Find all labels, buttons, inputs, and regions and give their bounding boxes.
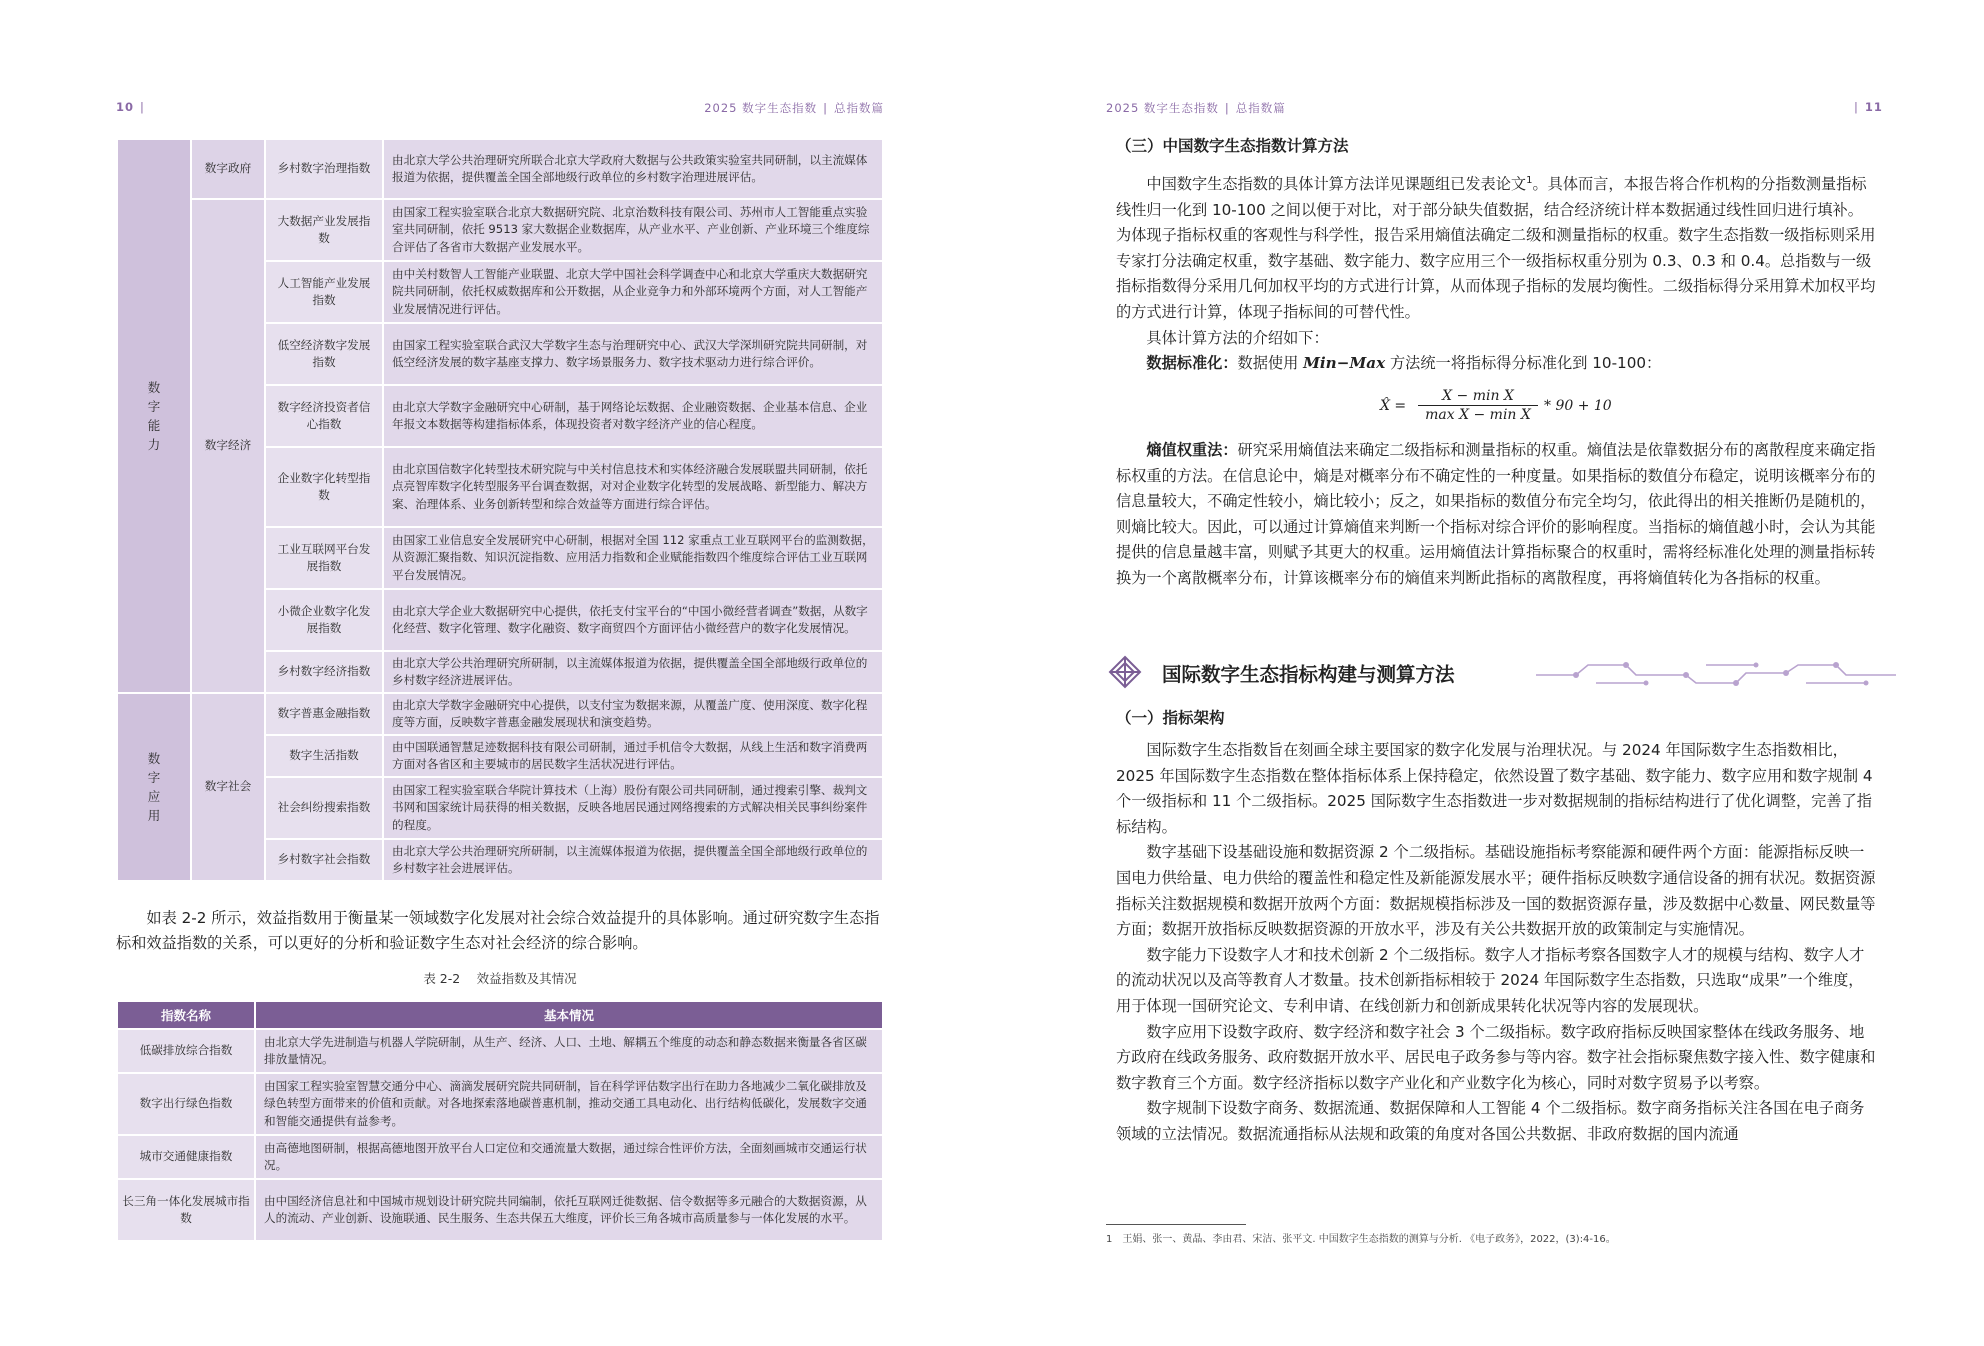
left-page-number: 10 | [116, 100, 145, 114]
index-desc: 由北京大学公共治理研究所研制，以主流媒体报道为依据，提供覆盖全国全部地级行政单位的乡村数字经济进展评估。 [383, 651, 883, 693]
right-page-number: | 11 [1854, 100, 1883, 114]
index-desc: 由国家工程实验室联合华院计算技术（上海）股份有限公司共同研制，通过搜索引擎、裁判文书网和国家统计局获得的相关数据，反映各地居民通过网络搜索的方式解决相关民事纠纷案件的程度。 [383, 777, 883, 839]
table-caption: 表 2-2 效益指数及其情况 [423, 971, 577, 986]
index-desc: 由中国经济信息社和中国城市规划设计研究院共同编制，依托互联网迁徙数据、信令数据等多元融合的大数据资源，从人的流动、产业创新、设施联通、民生服务、生态共保五大维度，评价长三角各城市高质量参与一体化发展的水平。 [255, 1179, 883, 1241]
level2-cell: 数字政府 [191, 139, 265, 199]
right-running-head: 2025 数字生态指数 | 总指数篇 [1106, 101, 1286, 115]
index-desc: 由北京国信数字化转型技术研究院与中关村信息技术和实体经济融合发展联盟共同研制，依托点亮智库数字化转型服务平台调查数据，对对企业数字化转型的发展战略、新型能力、解决方案、治理体系、业务创新转型和综合效益等方面进行综合评估。 [383, 447, 883, 527]
calc-method-heading: （三）中国数字生态指数计算方法 [1116, 137, 1349, 155]
index-name: 乡村数字社会指数 [265, 839, 383, 881]
table-row [117, 199, 883, 261]
column-header: 指数名称 [117, 1001, 255, 1029]
index-desc: 由北京大学先进制造与机器人学院研制，从生产、经济、人口、土地、解耦五个维度的动态和静态数据来衡量各省区碳排放量情况。 [255, 1029, 883, 1073]
index-name: 企业数字化转型指数 [265, 447, 383, 527]
body-paragraph: 如表 2-2 所示，效益指数用于衡量某一领域数字化发展对社会综合效益提升的具体影响。通过研究数字生态指标和效益指数的关系，可以更好的分析和验证数字生态对社会经济的综合影响。 [116, 909, 880, 953]
index-name: 数字生活指数 [265, 735, 383, 777]
left-running-head: 2025 数字生态指数 | 总指数篇 [704, 101, 884, 115]
index-name: 人工智能产业发展指数 [265, 261, 383, 323]
footnote: 1 王娟、张一、黄晶、李由君、宋洁、张平文. 中国数字生态指数的测算与分析. 《电子政务》，2022，(3):4-16。 [1106, 1234, 1616, 1245]
index-name: 低碳排放综合指数 [117, 1029, 255, 1073]
arch-heading: （一）指标架构 [1116, 709, 1225, 727]
index-desc: 由北京大学数字金融研究中心研制，基于网络论坛数据、企业融资数据、企业基本信息、企业年报文本数据等构建指标体系，体现投资者对数字经济产业的信心程度。 [383, 385, 883, 447]
index-name: 乡村数字经济指数 [265, 651, 383, 693]
section-emblem-icon [1108, 655, 1142, 689]
index-desc: 由高德地图研制，根据高德地图开放平台人口定位和交通流量大数据，通过综合性评价方法，全面刻画城市交通运行状况。 [255, 1135, 883, 1179]
body-paragraph: 数字能力下设数字人才和技术创新 2 个二级指标。数字人才指标考察各国数字人才的规模与结构、数字人才的流动状况以及高等教育人才数量。技术创新指标相较于 2024 年国际数字生态指数，只选取“成果”一个维度，用于体现一国研究论文、专利申请、在线创新力和创新成果转化状况等内容的发展现状。 [1116, 945, 1865, 1015]
table-header-row [117, 1001, 883, 1029]
index-name: 小微企业数字化发展指数 [265, 589, 383, 651]
entropy-body [1116, 438, 1876, 592]
index-desc: 由国家工程实验室联合武汉大学数字生态与治理研究中心、武汉大学深圳研究院共同研制，对低空经济发展的数字基座支撑力、数字场景服务力、数字技术驱动力进行综合评价。 [383, 323, 883, 385]
normalization-formula: X̂ = X − min X max X − min X * 90 + 10 [1380, 388, 1612, 423]
index-name: 工业互联网平台发展指数 [265, 527, 383, 589]
level2-cell: 数字社会 [191, 693, 265, 881]
formula-fraction: X − min X max X − min X [1418, 388, 1538, 423]
table-row [117, 693, 883, 735]
index-desc: 由北京大学数字金融研究中心提供，以支付宝为数据来源，从覆盖广度、使用深度、数字化程度等方面，反映数字普惠金融发展现状和演变趋势。 [383, 693, 883, 735]
calc-method-body [1116, 168, 1876, 377]
index-name: 乡村数字治理指数 [265, 139, 383, 199]
entropy-paragraph: 熵值权重法：研究采用熵值法来确定二级指标和测量指标的权重。熵值法是依靠数据分布的离散程度来确定指标权重的方法。在信息论中，熵是对概率分布不确定性的一种度量。如果指标的数值分布稳定，说明该概率分布的信息量较大，不确定性较小，熵比较小；反之，如果指标的数值分布完全均匀，依此得出的相关推断仍是随机的，则熵比较大。因此，可以通过计算熵值来判断一个指标对综合评价的影响程度。当指标的熵值越小时，会认为其能提供的信息量越丰富，则赋予其更大的权重。运用熵值法计算指标聚合的权重时，需将经标准化处理的测量指标转换为一个离散概率分布，计算该概率分布的熵值来判断此指标的离散程度，再将熵值转化为各指标的权重。 [1116, 441, 1876, 587]
body-paragraph: 数字规制下设数字商务、数据流通、数据保障和人工智能 4 个二级指标。数字商务指标关注各国在电子商务领域的立法情况。数据流通指标从法规和政策的角度对各国公共数据、非政府数据的国内流通 [1116, 1099, 1865, 1143]
table-row [117, 1073, 883, 1135]
footnote-divider [1106, 1224, 1246, 1225]
index-desc: 由国家工程实验室智慧交通分中心、滴滴发展研究院共同研制，旨在科学评估数字出行在助力各地减少二氧化碳排放及绿色转型方面带来的价值和贡献。对各地探索落地碳普惠机制，推动交通工具电动化、出行结构低碳化，发展数字交通和智能交通提供有益参考。 [255, 1073, 883, 1135]
benefit-index-table [116, 1000, 884, 1242]
index-name: 社会纠纷搜索指数 [265, 777, 383, 839]
table-row [117, 1179, 883, 1241]
index-name: 长三角一体化发展城市指数 [117, 1179, 255, 1241]
body-paragraph: 数字基础下设基础设施和数据资源 2 个二级指标。基础设施指标考察能源和硬件两个方面：能源指标反映一国电力供给量、电力供给的覆盖性和稳定性及新能源发展水平；硬件指标反映数字通信设备的拥有状况。数据资源指标关注数据规模和数据开放两个方面：数据规模指标涉及一国的数据资源存量，涉及数据中心数量、网民数量等方面；数据开放指标反映数据资源的开放水平，涉及有关公共数据开放的政策制定与实施情况。 [1116, 843, 1876, 939]
level1-cell: 数字能力 [117, 139, 191, 693]
table-row [117, 1029, 883, 1073]
index-desc: 由北京大学公共治理研究所联合北京大学政府大数据与公共政策实验室共同研制，以主流媒体报道为依据，提供覆盖全国全部地级行政单位的乡村数字治理进展评估。 [383, 139, 883, 199]
index-name: 大数据产业发展指数 [265, 199, 383, 261]
normalization-paragraph: 数据标准化：数据使用 Min−Max 方法统一将指标得分标准化到 10-100： [1146, 354, 1662, 373]
index-desc: 由国家工程实验室联合北京大数据研究院、北京治数科技有限公司、苏州市人工智能重点实验室共同研制，依托 9513 家大数据企业数据库，从产业水平、产业创新、产业环境三个维度综合评估了各省市大数据产业发展水平。 [383, 199, 883, 261]
level2-cell: 数字经济 [191, 199, 265, 693]
level1-cell: 数字应用 [117, 693, 191, 881]
body-paragraph: 国际数字生态指数旨在刻画全球主要国家的数字化发展与治理状况。与 2024 年国际数字生态指数相比，2025 年国际数字生态指数在整体指标体系上保持稳定，依然设置了数字基础、数字能力、数字应用和数字规制 4 个一级指标和 11 个二级指标。2025 国际数字生态指数进一步对数据规制的指标结构进行了优化调整，完善了指标结构。 [1116, 741, 1873, 836]
index-name: 数字普惠金融指数 [265, 693, 383, 735]
index-desc: 由北京大学企业大数据研究中心提供，依托支付宝平台的“中国小微经营者调查”数据，从数字化经营、数字化管理、数字化融资、数字商贸四个方面评估小微经营户的数字化发展情况。 [383, 589, 883, 651]
circuit-decoration-icon [1536, 661, 1896, 687]
body-paragraph: 数字应用下设数字政府、数字经济和数字社会 3 个二级指标。数字政府指标反映国家整体在线政务服务、地方政府在线政务服务、政府数据开放水平、居民电子政务参与等内容。数字社会指标聚焦数字接入性、数字健康和数字教育三个方面。数字经济指标以数字产业化和产业数字化为核心，同时对数字贸易予以考察。 [1116, 1022, 1876, 1092]
index-desc: 由中国联通智慧足迹数据科技有限公司研制，通过手机信令大数据，从线上生活和数字消费两方面对各省区和主要城市的居民数字生活状况进行评估。 [383, 735, 883, 777]
body-paragraph: 中国数字生态指数的具体计算方法详见课题组已发表论文$^1$。具体而言，本报告将合作机构的分指数测量指标线性归一化到 10-100 之间以便于对比，对于部分缺失值数据，结合经济统计样本数据通过线性回归进行填补。为体现子指标权重的客观性与科学性，报告采用熵值法确定二级和测量指标的权重。数字生态指数一级指标则采用专家打分法确定权重，数字基础、数字能力、数字应用三个一级指标权重分别为 0.3、0.3 和 0.4。总指数与一级指标指数得分采用几何加权平均的方式进行计算，从而体现子指标的发展均衡性。二级指标得分采用算术加权平均的方式进行计算，体现子指标间的可替代性。 [1116, 175, 1876, 322]
index-name: 城市交通健康指数 [117, 1135, 255, 1179]
index-table-1 [116, 138, 884, 882]
table-row [117, 1135, 883, 1179]
index-desc: 由中关村数智人工智能产业联盟、北京大学中国社会科学调查中心和北京大学重庆大数据研究院共同研制，依托权威数据库和公开数据，从企业竞争力和外部环境两个方面，对人工智能产业发展情况进行评估。 [383, 261, 883, 323]
index-desc: 由国家工业信息安全发展研究中心研制，根据对全国 112 家重点工业互联网平台的监测数据，从资源汇聚指数、知识沉淀指数、应用活力指数和企业赋能指数四个维度综合评估工业互联网平台发展情况。 [383, 527, 883, 589]
index-name: 数字出行绿色指数 [117, 1073, 255, 1135]
index-name: 低空经济数字发展指数 [265, 323, 383, 385]
table-row [117, 139, 883, 199]
column-header: 基本情况 [255, 1001, 883, 1029]
section-title: 国际数字生态指标构建与测算方法 [1106, 655, 1886, 689]
index-name: 数字经济投资者信心指数 [265, 385, 383, 447]
arch-body [1116, 738, 1876, 1148]
footnote-ref: 1 [1526, 175, 1533, 186]
index-desc: 由北京大学公共治理研究所研制，以主流媒体报道为依据，提供覆盖全国全部地级行政单位的乡村数字社会进展评估。 [383, 839, 883, 881]
body-paragraph: 具体计算方法的介绍如下： [1146, 328, 1329, 347]
